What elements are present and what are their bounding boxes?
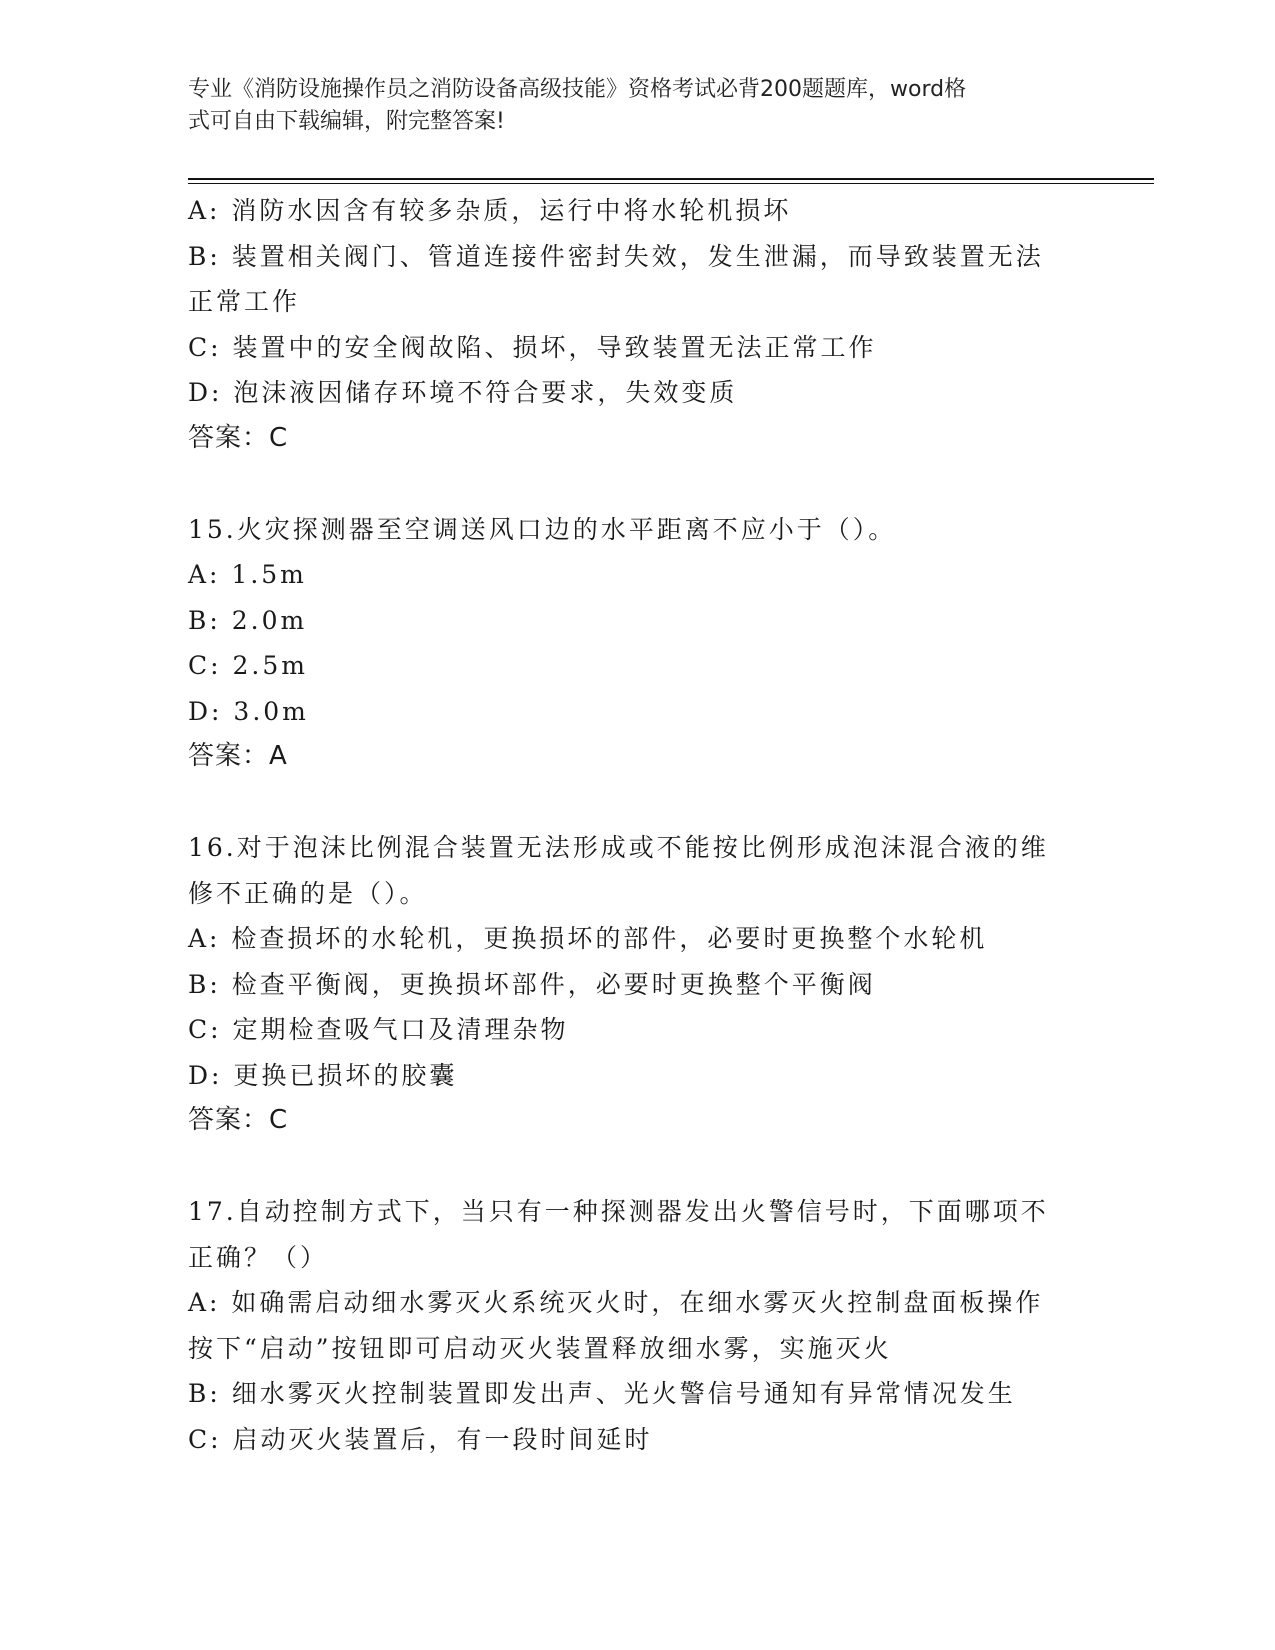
spacer <box>188 461 1078 507</box>
header-title-line-2: 式可自由下载编辑，附完整答案! <box>188 109 505 134</box>
document-header <box>188 74 1068 138</box>
q14-option-a: A: 消防水因含有较多杂质，运行中将水轮机损坏 <box>188 196 792 225</box>
q15-option-b: B: 2.0m <box>188 605 308 635</box>
q16-answer: 答案：C <box>188 1105 289 1135</box>
q16-option-c: C: 定期检查吸气口及清理杂物 <box>188 1015 569 1044</box>
q14-option-b-line-2: 正常工作 <box>188 287 301 316</box>
spacer <box>188 1144 1078 1190</box>
q17-option-a-line-1: A: 如确需启动细水雾灭火系统灭火时，在细水雾灭火控制盘面板操作 <box>188 1288 1044 1317</box>
question-16-block <box>188 825 1078 1144</box>
q15-option-c: C: 2.5m <box>188 651 308 680</box>
q15-option-d: D: 3.0m <box>188 696 309 726</box>
q17-option-b: B: 细水雾灭火控制装置即发出声、光火警信号通知有异常情况发生 <box>188 1379 1016 1408</box>
q17-option-a-line-2: 按下“启动”按钮即可启动灭火装置释放细水雾，实施灭火 <box>188 1333 892 1363</box>
q16-question-line-2: 修不正确的是（）。 <box>188 878 428 908</box>
q15-question: 15.火灾探测器至空调送风口边的水平距离不应小于（）。 <box>188 514 897 544</box>
question-15-block <box>188 507 1078 780</box>
q14-option-b-line-1: B: 装置相关阀门、管道连接件密封失效，发生泄漏，而导致装置无法 <box>188 241 1044 271</box>
q15-answer: 答案：A <box>188 741 288 771</box>
header-divider-thin <box>188 183 1154 184</box>
q16-option-d: D: 更换已损坏的胶囊 <box>188 1060 458 1090</box>
q16-option-a: A: 检查损坏的水轮机，更换损坏的部件，必要时更换整个水轮机 <box>188 924 988 953</box>
document-body <box>188 188 1078 1462</box>
q15-option-a: A: 1.5m <box>188 560 307 589</box>
q16-option-b: B: 检查平衡阀，更换损坏部件，必要时更换整个平衡阀 <box>188 969 876 999</box>
question-17-block <box>188 1189 1078 1462</box>
header-title-line-1: 专业《消防设施操作员之消防设备高级技能》资格考试必背200题题库，word格 <box>188 77 967 102</box>
q14-answer: 答案：C <box>188 422 289 453</box>
q17-question-line-1: 17.自动控制方式下，当只有一种探测器发出火警信号时，下面哪项不 <box>188 1197 1049 1226</box>
question-14-block <box>188 188 1078 461</box>
q17-option-c: C: 启动灭火装置后，有一段时间延时 <box>188 1424 653 1454</box>
q14-option-d: D: 泡沫液因储存环境不符合要求，失效变质 <box>188 378 738 407</box>
spacer <box>188 780 1078 826</box>
q16-question-line-1: 16.对于泡沫比例混合装置无法形成或不能按比例形成泡沫混合液的维 <box>188 833 1049 862</box>
q14-option-c: C: 装置中的安全阀故陷、损坏，导致装置无法正常工作 <box>188 332 877 362</box>
q17-question-line-2: 正确？（） <box>188 1242 329 1272</box>
header-divider-thick <box>188 178 1154 180</box>
